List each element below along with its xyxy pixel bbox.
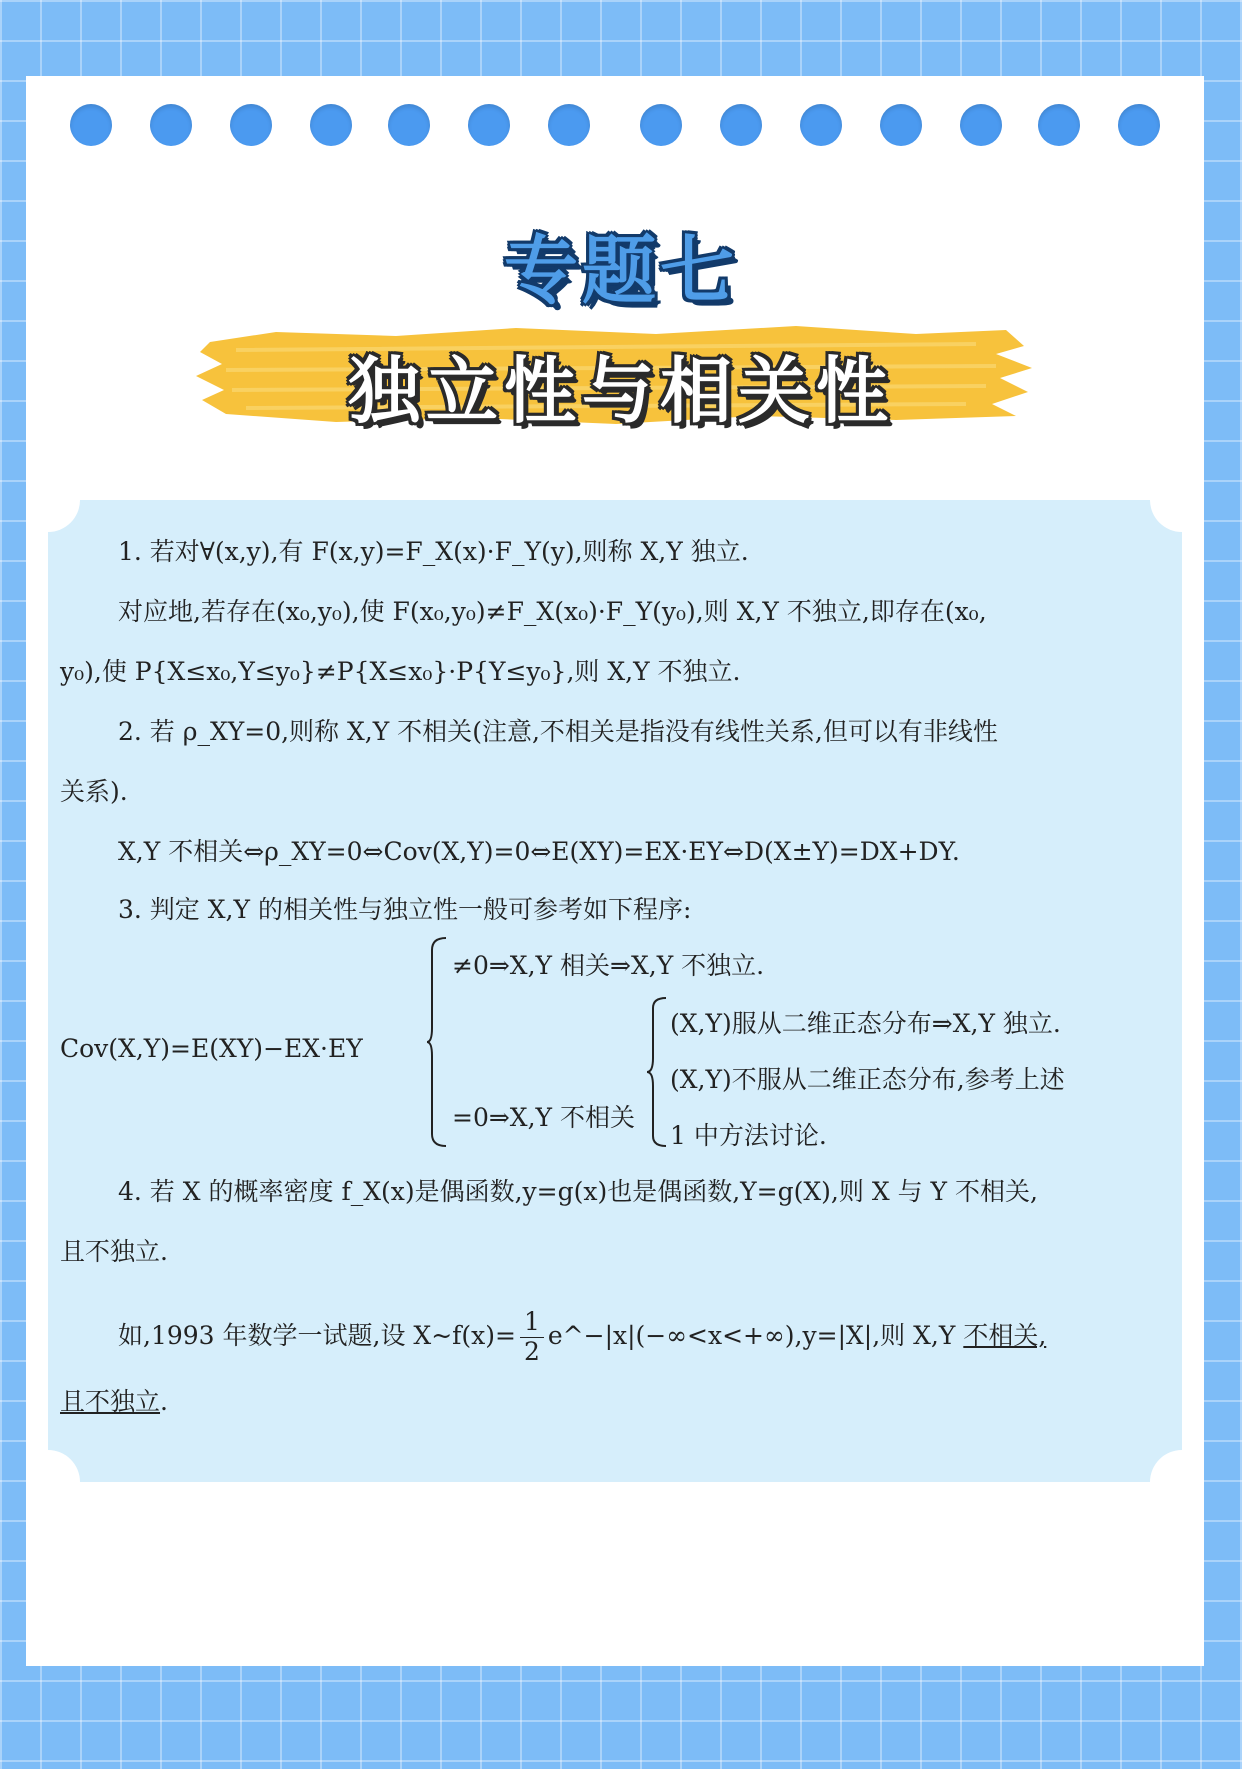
paragraph-4-line2: 且不独立. (60, 1237, 168, 1266)
example-conclusion (60, 1382, 168, 1418)
box-corner-notch (48, 500, 80, 532)
answer-uncorrelated: 不相关, (963, 1320, 1047, 1350)
branch-nonzero: ≠0⇒X,Y 相关⇒X,Y 不独立. (452, 951, 765, 980)
fraction-one-half (520, 1308, 544, 1367)
binder-hole (880, 104, 922, 146)
topic-subtitle: 独立性与相关性 (347, 349, 894, 433)
example-prefix: 如,1993 年数学一试题,设 X~f(x)= (118, 1320, 516, 1350)
binder-hole (150, 104, 192, 146)
outer-brace (426, 936, 448, 1148)
sub-branch-not-normal-line2: 1 中方法讨论. (670, 1121, 827, 1150)
answer-not-independent: 且不独立 (60, 1387, 161, 1416)
binder-hole (468, 104, 510, 146)
binder-hole (548, 104, 590, 146)
paragraph-3: 3. 判定 X,Y 的相关性与独立性一般可参考如下程序: (118, 895, 692, 924)
torn-paper-edge (26, 1600, 1204, 1680)
sub-branch-not-normal-line1: (X,Y)不服从二维正态分布,参考上述 (670, 1065, 1065, 1094)
topic-number-title: 专题七 (504, 228, 738, 314)
binder-hole (230, 104, 272, 146)
inner-brace (646, 996, 668, 1148)
example-line (118, 1308, 1046, 1367)
branch-zero: =0⇒X,Y 不相关 (452, 1103, 635, 1132)
content-box (48, 500, 1182, 1482)
box-corner-notch (1150, 1450, 1182, 1482)
sub-branch-normal: (X,Y)服从二维正态分布⇒X,Y 独立. (670, 1009, 1061, 1038)
fraction-denominator: 2 (523, 1336, 540, 1366)
paragraph-1b-line2: y₀),使 P{X≤x₀,Y≤y₀}≠P{X≤x₀}·P{Y≤y₀},则 X,Y 不独立. (60, 657, 741, 686)
binder-hole (720, 104, 762, 146)
paragraph-1b-line1: 对应地,若存在(x₀,y₀),使 F(x₀,y₀)≠F_X(x₀)·F_Y(y₀),则 X,Y 不独立,即存在(x₀, (118, 597, 987, 626)
example-suffix: e^−|x|(−∞<x<+∞),y=|X|,则 X,Y (547, 1320, 964, 1350)
binder-hole (1038, 104, 1080, 146)
paragraph-2-line2: 关系). (60, 777, 128, 806)
box-corner-notch (1150, 500, 1182, 532)
paragraph-1: 1. 若对∀(x,y),有 F(x,y)=F_X(x)·F_Y(y),则称 X,Y 独立. (118, 537, 749, 566)
paragraph-4-line1: 4. 若 X 的概率密度 f_X(x)是偶函数,y=g(x)也是偶函数,Y=g(X),则 X 与 Y 不相关, (118, 1177, 1038, 1206)
binder-hole (960, 104, 1002, 146)
binder-hole (388, 104, 430, 146)
box-corner-notch (48, 1450, 80, 1482)
binder-hole (310, 104, 352, 146)
binder-hole (800, 104, 842, 146)
binder-hole (70, 104, 112, 146)
paragraph-2-line1: 2. 若 ρ_XY=0,则称 X,Y 不相关(注意,不相关是指没有线性关系,但可以有非线性 (118, 717, 998, 746)
cov-definition: Cov(X,Y)=E(XY)−EX·EY (60, 1034, 363, 1063)
fraction-numerator: 1 (520, 1308, 544, 1338)
binder-hole (1118, 104, 1160, 146)
paragraph-2-formula: X,Y 不相关⇔ρ_XY=0⇔Cov(X,Y)=0⇔E(XY)=EX·EY⇔D(X±Y)=DX+DY. (118, 837, 960, 866)
period: . (160, 1387, 168, 1416)
binder-hole (640, 104, 682, 146)
